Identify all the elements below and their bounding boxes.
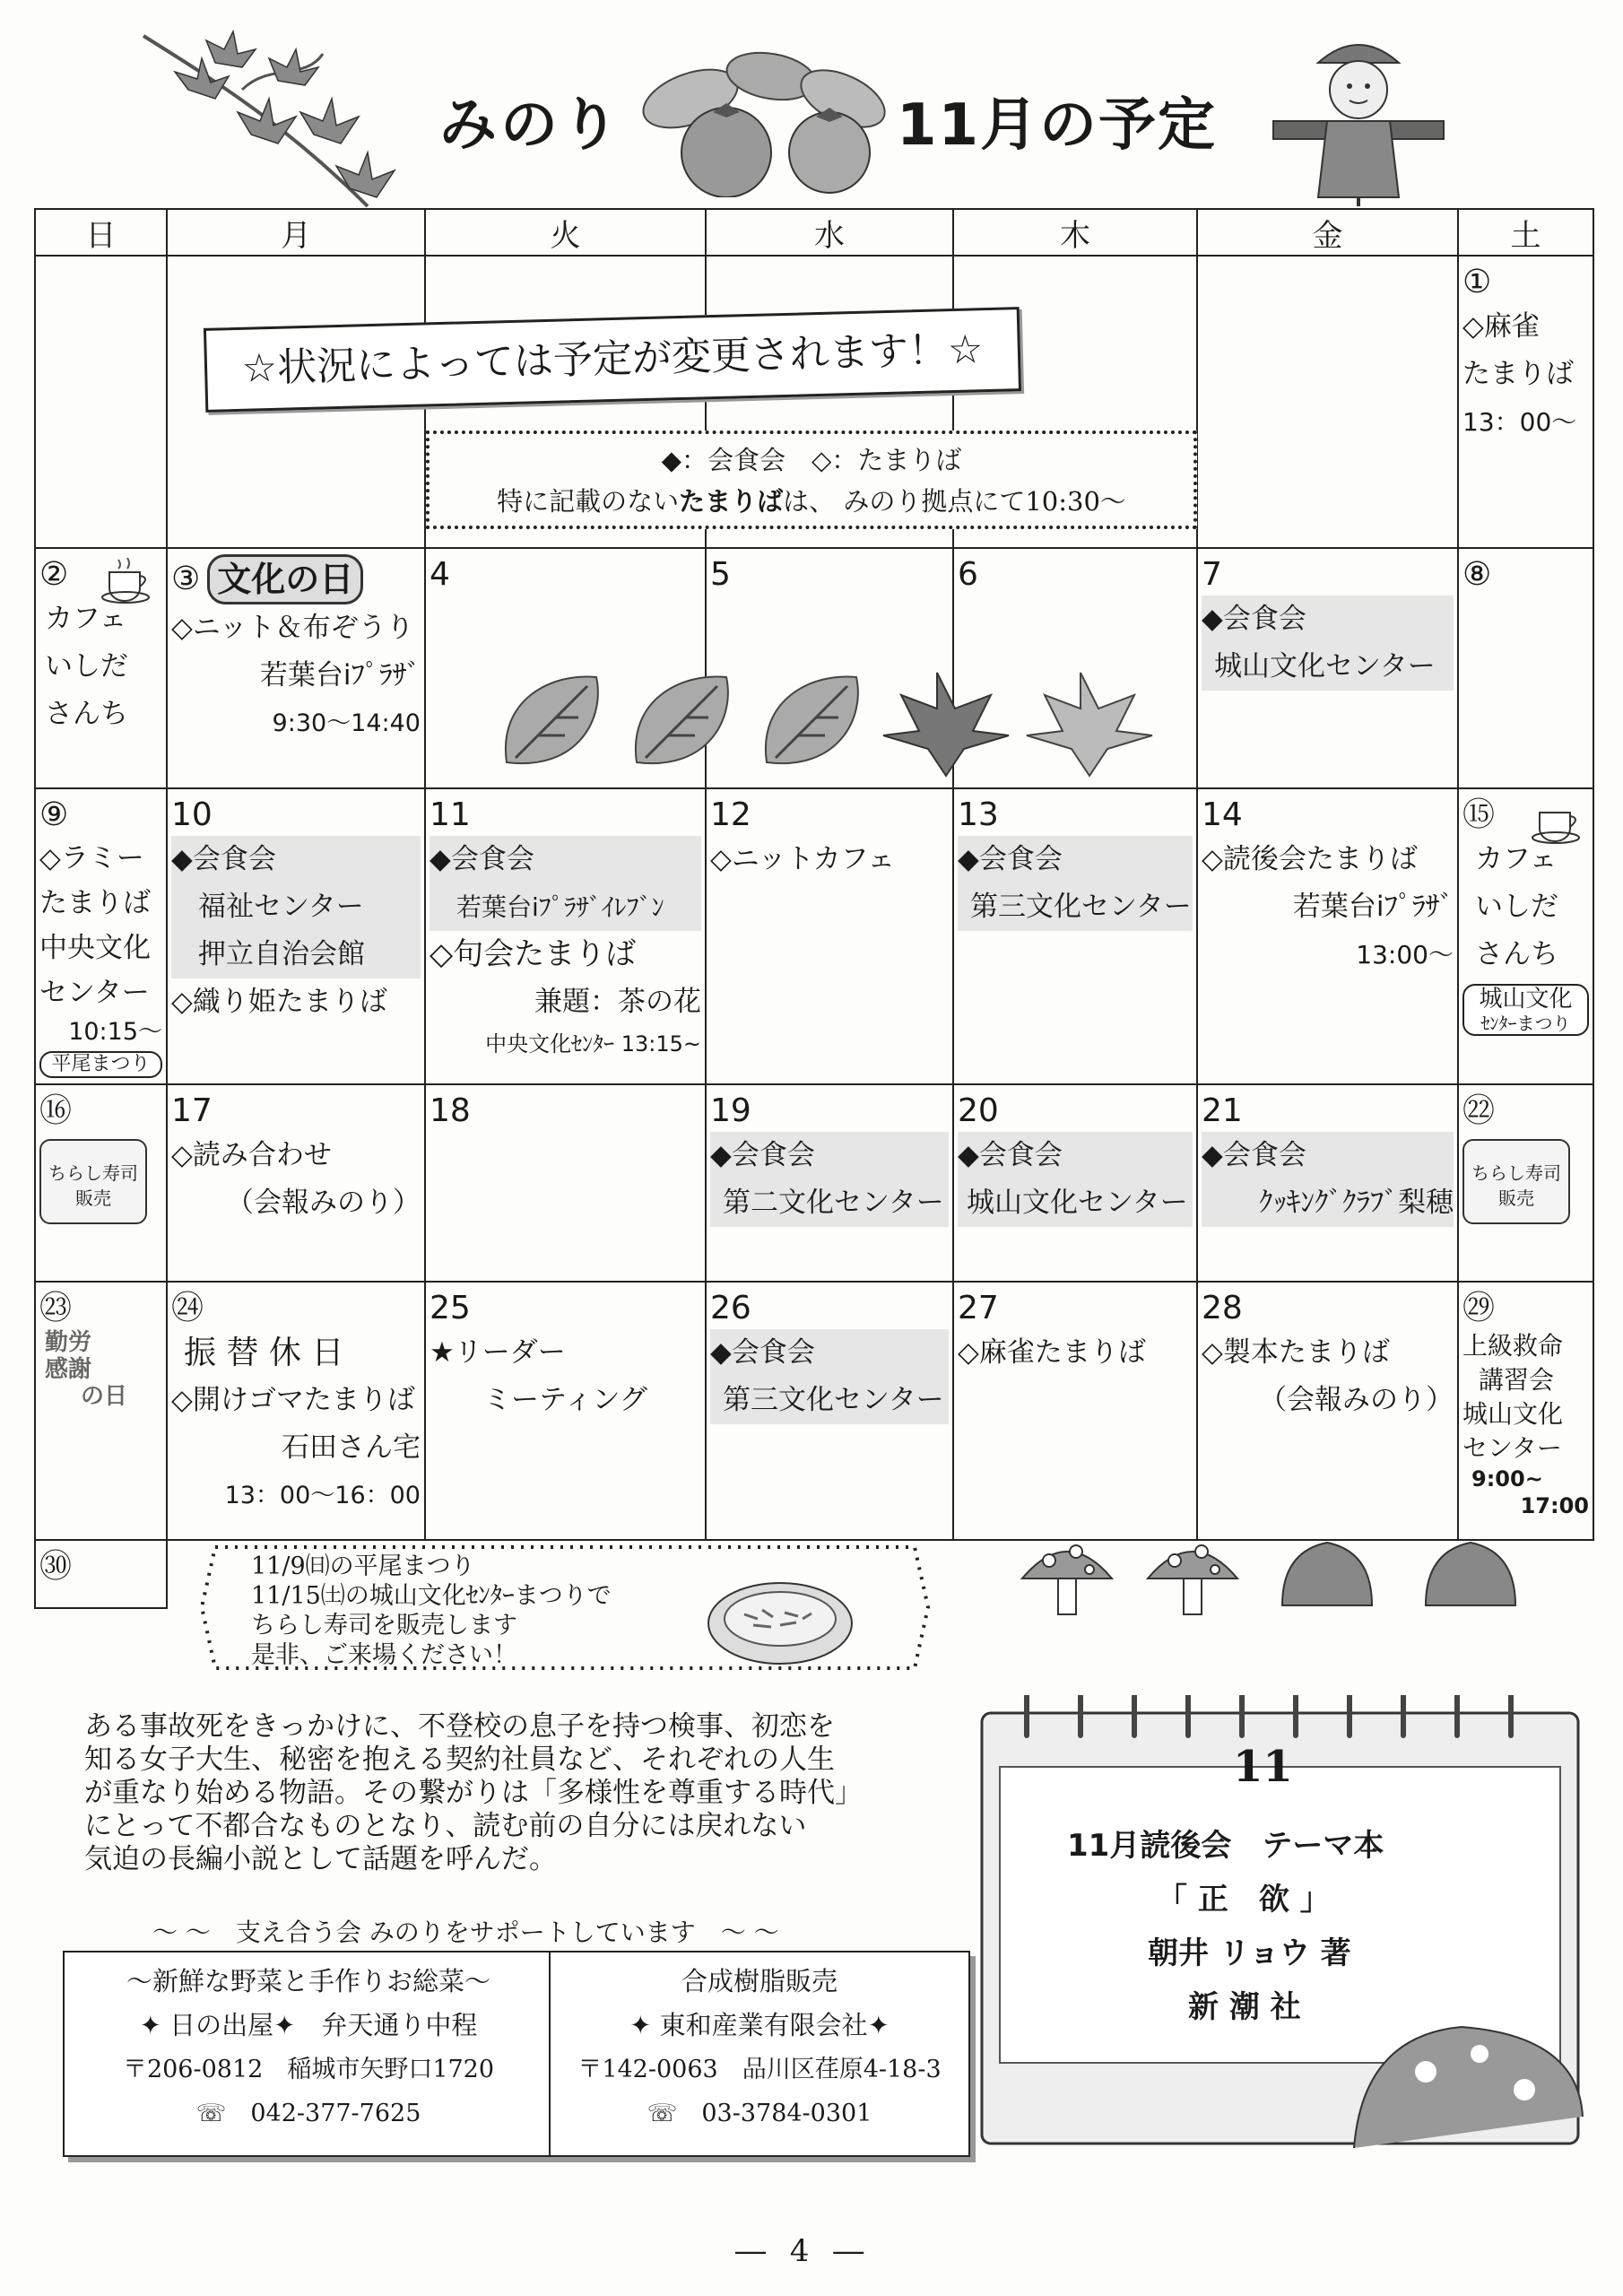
day-cell-27 bbox=[953, 1282, 1197, 1540]
event-line: センター bbox=[39, 977, 150, 1009]
day-number: ㉓ bbox=[39, 1290, 73, 1326]
event-line: ◇読後会たまりば bbox=[1202, 843, 1418, 875]
day-number: ② bbox=[39, 556, 69, 593]
scarecrow-illustration bbox=[1255, 27, 1462, 206]
weekday-wed: 水 bbox=[706, 209, 953, 256]
event-line: センター bbox=[1462, 1433, 1562, 1463]
day-number: 12 bbox=[710, 796, 751, 833]
day-number: 26 bbox=[710, 1290, 751, 1326]
event-line: ◆会食会 bbox=[958, 836, 1193, 883]
day-cell-9 bbox=[35, 788, 167, 1084]
book-title: 「 正 欲 」 bbox=[1157, 1882, 1331, 1918]
week-row-4 bbox=[35, 1084, 1593, 1282]
legend-bold: たまりば bbox=[679, 486, 784, 517]
event-line: ◇麻雀 bbox=[1462, 310, 1540, 343]
event-line: カフェ bbox=[1475, 843, 1558, 875]
event-line: ◆会食会 bbox=[1202, 596, 1454, 643]
day-number: 14 bbox=[1202, 796, 1243, 833]
ad-line: 合成樹脂販売 bbox=[681, 1966, 838, 1996]
day-number: 18 bbox=[430, 1092, 471, 1129]
badge-line: の日 bbox=[81, 1383, 128, 1410]
event-location: 若葉台iﾌﾟﾗｻﾞｲﾚﾌﾞﾝ bbox=[430, 883, 701, 931]
day-number: 27 bbox=[958, 1290, 999, 1326]
title-minori: みのり bbox=[439, 92, 622, 159]
day-number: ⑨ bbox=[39, 796, 69, 833]
day-number: ㉚ bbox=[39, 1548, 73, 1585]
book-club-heading: 11月読後会 テーマ本 bbox=[1067, 1828, 1384, 1864]
event-line: ◇ラミー bbox=[39, 842, 144, 874]
day-number: 25 bbox=[430, 1290, 471, 1326]
event-line: ◇製本たまりば bbox=[1202, 1336, 1390, 1369]
event-line: 兼題：茶の花 bbox=[534, 986, 701, 1018]
legend-line: ◆：会食会 ◇：たまりば bbox=[661, 445, 962, 475]
event-line: 城山文化 bbox=[1462, 1399, 1564, 1429]
event-line: 中央文化 bbox=[39, 932, 151, 964]
summary-line: が重なり始める物語。その繋がりは「多様性を尊重する時代」 bbox=[84, 1777, 863, 1809]
month-number: 11 bbox=[1233, 1742, 1293, 1792]
event-line: ◆会食会 bbox=[1202, 1132, 1454, 1179]
event-line: ◆会食会 bbox=[171, 836, 421, 883]
day-cell-17 bbox=[167, 1084, 425, 1282]
event-line: （会報みのり） bbox=[1259, 1384, 1454, 1416]
day-cell-10 bbox=[167, 788, 425, 1084]
day-cell-28 bbox=[1197, 1282, 1458, 1540]
summary-line: 知る女子大生、秘密を抱える契約社員など、それぞれの人生 bbox=[84, 1744, 835, 1776]
event-time: 13：00～16：00 bbox=[224, 1482, 421, 1509]
day-cell-21 bbox=[1197, 1084, 1458, 1282]
sushi-label: 販売 bbox=[75, 1187, 111, 1209]
event-line: ◇ニット＆布ぞうり bbox=[171, 612, 414, 644]
summary-line: ある事故死をきっかけに、不登校の息子を持つ検事、初恋を bbox=[84, 1710, 835, 1743]
day-cell-11 bbox=[425, 788, 706, 1084]
day-cell-12 bbox=[706, 788, 953, 1084]
book-club-card bbox=[977, 1695, 1587, 2148]
day-number: 10 bbox=[171, 796, 213, 833]
event-line: ◇句会たまりば bbox=[430, 936, 637, 972]
day-number: 21 bbox=[1202, 1092, 1243, 1129]
ad-line: ～新鮮な野菜と手作りお総菜～ bbox=[126, 1966, 490, 1996]
sponsor-ad-hinodeya bbox=[63, 1951, 554, 2157]
day-number: ㉒ bbox=[1462, 1092, 1496, 1129]
legend-line bbox=[430, 481, 1193, 522]
ad-line: ✦ 東和産業有限会社✦ bbox=[629, 2010, 890, 2040]
day-cell-23 bbox=[35, 1282, 167, 1540]
event-time: 13：00～ bbox=[1462, 407, 1577, 437]
weekday-header-row bbox=[35, 209, 1593, 256]
note-line: ちらし寿司を販売します bbox=[251, 1612, 517, 1639]
sushi-box-icon bbox=[39, 1139, 147, 1224]
event-line: ◆会食会 bbox=[710, 1132, 949, 1179]
note-line: 11/15㈯の城山文化ｾﾝﾀｰまつりで bbox=[251, 1582, 612, 1610]
day-cell-2 bbox=[35, 548, 167, 788]
sushi-label: 販売 bbox=[1498, 1187, 1534, 1209]
day-cell-22 bbox=[1458, 1084, 1593, 1282]
book-author: 朝井 リョウ 著 bbox=[1148, 1935, 1351, 1971]
event-line: カフェ bbox=[45, 603, 127, 635]
ad-address: 〒142-0063 品川区荏原4-18-3 bbox=[577, 2056, 942, 2083]
sushi-bowl-illustration bbox=[699, 1570, 861, 1677]
shiroyama-festival-tag bbox=[1462, 984, 1589, 1036]
day-number: 6 bbox=[958, 556, 978, 593]
day-cell-16 bbox=[35, 1084, 167, 1282]
event-line: ★リーダー bbox=[430, 1336, 566, 1369]
event-location: 中央文化ｾﾝﾀｰ 13:15~ bbox=[485, 1031, 701, 1057]
day-cell-20 bbox=[953, 1084, 1197, 1282]
event-location: 第二文化センター bbox=[710, 1179, 949, 1227]
ad-address: 〒206-0812 稲城市矢野口1720 bbox=[122, 2056, 495, 2083]
summary-line: にとって不都合なものとなり、読む前の自分には戻れない bbox=[84, 1810, 807, 1842]
day-cell-30 bbox=[35, 1540, 167, 1608]
day-number: ⑯ bbox=[39, 1092, 73, 1129]
event-location: 第三文化センター bbox=[710, 1377, 949, 1424]
weekday-fri: 金 bbox=[1197, 209, 1458, 256]
persimmon-illustration bbox=[619, 45, 915, 197]
day-number: 20 bbox=[958, 1092, 999, 1129]
day-cell-3 bbox=[167, 548, 425, 788]
day-cell-26 bbox=[706, 1282, 953, 1540]
week-row-3 bbox=[35, 788, 1593, 1084]
ad-phone: ☏ 042-377-7625 bbox=[195, 2100, 421, 2127]
event-location: 石田さん宅 bbox=[282, 1431, 421, 1464]
mushroom-chestnut-illustration bbox=[1013, 1525, 1587, 1632]
event-line: （会報みのり） bbox=[226, 1187, 421, 1219]
event-time: 17:00 bbox=[1520, 1493, 1589, 1518]
hirao-festival-tag: 平尾まつり bbox=[39, 1051, 162, 1078]
note-line: 11/9㈰の平尾まつり bbox=[251, 1552, 475, 1580]
event-line: さんち bbox=[1475, 938, 1558, 970]
coffee-cup-icon bbox=[1531, 796, 1584, 847]
weekday-tue: 火 bbox=[425, 209, 706, 256]
day-cell-1 bbox=[1458, 256, 1593, 548]
day-cell-24 bbox=[167, 1282, 425, 1540]
event-location: 押立自治会館 bbox=[171, 931, 421, 978]
event-line: ミーティング bbox=[483, 1384, 647, 1416]
weekday-sat: 土 bbox=[1458, 209, 1593, 256]
calendar-table bbox=[34, 208, 1594, 1609]
badge-line: 勤労 bbox=[45, 1329, 92, 1356]
sponsor-ad-towa bbox=[549, 1951, 970, 2157]
substitute-holiday-label: 振 替 休 日 bbox=[184, 1335, 344, 1371]
schedule-change-notice: ☆状況によっては予定が変更されます！☆ bbox=[204, 307, 1021, 413]
day-cell-empty bbox=[35, 256, 167, 548]
sushi-label: ちらし寿司 bbox=[1471, 1162, 1561, 1184]
day-number: ③ bbox=[171, 561, 201, 597]
day-number: 7 bbox=[1202, 556, 1222, 593]
event-line: たまりば bbox=[39, 887, 151, 919]
day-number: ㉔ bbox=[171, 1290, 204, 1326]
day-number: 5 bbox=[710, 556, 731, 593]
event-line: 講習会 bbox=[1479, 1365, 1555, 1395]
event-line: いしだ bbox=[45, 650, 128, 683]
tag-line: ｾﾝﾀｰまつり bbox=[1480, 1013, 1571, 1034]
legend-box bbox=[426, 430, 1197, 529]
ad-line: ✦ 日の出屋✦ 弁天通り中程 bbox=[139, 2010, 478, 2040]
day-number: 17 bbox=[171, 1092, 213, 1129]
day-number: ㉙ bbox=[1462, 1290, 1496, 1326]
event-location: 城山文化センター bbox=[1202, 643, 1454, 691]
weekday-mon: 月 bbox=[167, 209, 425, 256]
day-cell-19 bbox=[706, 1084, 953, 1282]
day-cell-25 bbox=[425, 1282, 706, 1540]
coffee-cup-icon bbox=[100, 556, 154, 606]
day-number: 4 bbox=[430, 556, 450, 593]
title-november-schedule: 11月の予定 bbox=[897, 92, 1218, 159]
event-line: たまりば bbox=[1462, 358, 1574, 390]
event-location: 若葉台iﾌﾟﾗｻﾞ bbox=[259, 659, 421, 691]
event-time: 9:00~ bbox=[1471, 1466, 1543, 1492]
event-time: 9:30～14:40 bbox=[272, 709, 421, 737]
event-line: ◇読み合わせ bbox=[171, 1139, 332, 1171]
badge-line: 感謝 bbox=[45, 1356, 92, 1383]
event-location: 若葉台iﾌﾟﾗｻﾞ bbox=[1292, 891, 1454, 923]
summary-line: 気迫の長編小説として話題を呼んだ。 bbox=[84, 1843, 557, 1875]
event-location: 城山文化センター bbox=[958, 1179, 1193, 1227]
event-time: 13:00～ bbox=[1356, 940, 1454, 970]
day-number: ⑧ bbox=[1462, 556, 1492, 593]
event-location: 第三文化センター bbox=[958, 883, 1193, 931]
sponsor-heading: ～ ～ 支え合う会 みのりをサポートしています ～ ～ bbox=[152, 1918, 779, 1947]
day-cell-13 bbox=[953, 788, 1197, 1084]
day-cell-empty bbox=[1197, 256, 1458, 548]
legend-text: は、 みのり拠点にて10:30～ bbox=[783, 486, 1126, 517]
book-summary-bubble bbox=[63, 1698, 946, 1904]
day-number: 13 bbox=[958, 796, 999, 833]
event-line: ◆会食会 bbox=[430, 836, 701, 883]
sushi-box-icon bbox=[1462, 1139, 1570, 1224]
event-line: ◇ニットカフェ bbox=[710, 843, 896, 875]
event-time: 10:15～ bbox=[68, 1018, 162, 1046]
day-number: ① bbox=[1462, 264, 1492, 300]
day-cell-15 bbox=[1458, 788, 1593, 1084]
ad-phone: ☏ 03-3784-0301 bbox=[647, 2100, 872, 2127]
event-location: ｸｯｷﾝｸﾞｸﾗﾌﾞ梨穂 bbox=[1202, 1179, 1454, 1227]
day-cell-14 bbox=[1197, 788, 1458, 1084]
event-location: 福祉センター bbox=[171, 883, 421, 931]
day-cell-29 bbox=[1458, 1282, 1593, 1540]
legend-text: 特に記載のない bbox=[497, 486, 680, 517]
day-number: 11 bbox=[430, 796, 471, 833]
day-cell-18 bbox=[425, 1084, 706, 1282]
event-line: 上級救命 bbox=[1462, 1331, 1564, 1361]
page-number: ― 4 ― bbox=[735, 2233, 872, 2269]
autumn-leaves-illustration bbox=[498, 664, 1161, 780]
book-publisher: 新 潮 社 bbox=[1188, 1989, 1301, 2025]
tag-line: 城山文化 bbox=[1479, 986, 1573, 1013]
event-line: ◇織り姫たまりば bbox=[171, 986, 387, 1018]
day-cell-8 bbox=[1458, 548, 1593, 788]
week-row-5 bbox=[35, 1282, 1593, 1540]
day-number: ⑮ bbox=[1462, 796, 1496, 833]
event-line: いしだ bbox=[1475, 891, 1558, 923]
weekday-sun: 日 bbox=[35, 209, 167, 256]
maple-branch-illustration bbox=[135, 27, 404, 233]
event-line: ◇開けゴマたまりば bbox=[171, 1384, 415, 1416]
event-line: さんち bbox=[45, 698, 128, 730]
event-line: ◆会食会 bbox=[710, 1329, 949, 1377]
note-line: 是非、ご来場ください！ bbox=[251, 1641, 517, 1669]
day-number: 28 bbox=[1202, 1290, 1243, 1326]
weekday-thu: 木 bbox=[953, 209, 1197, 256]
day-number: 19 bbox=[710, 1092, 751, 1129]
day-cell-7 bbox=[1197, 548, 1458, 788]
sushi-label: ちらし寿司 bbox=[48, 1162, 138, 1184]
culture-day-logo: 文化の日 bbox=[207, 554, 363, 604]
labor-thanksgiving-badge bbox=[39, 1329, 162, 1410]
event-line: ◆会食会 bbox=[958, 1132, 1193, 1179]
event-line: ◇麻雀たまりば bbox=[958, 1336, 1146, 1369]
